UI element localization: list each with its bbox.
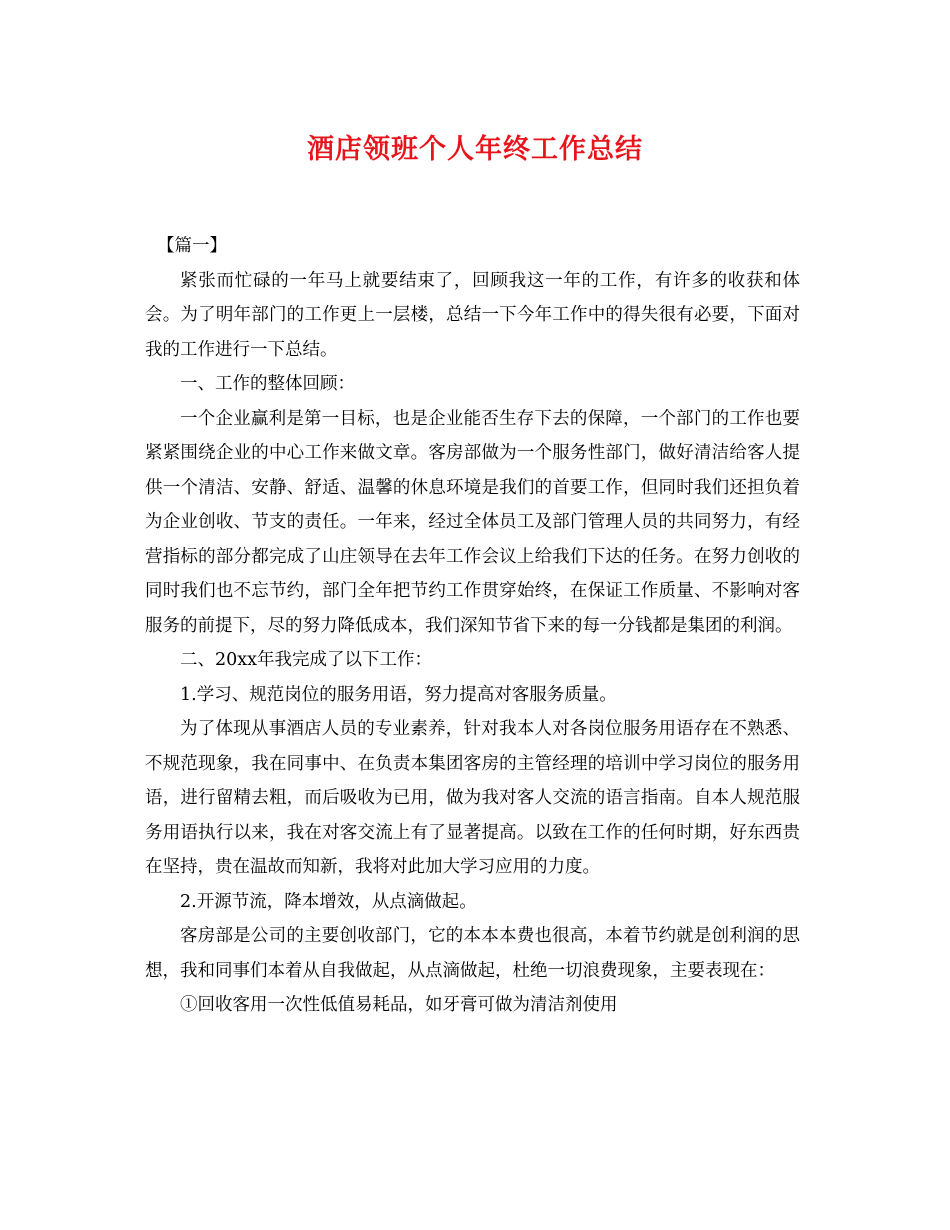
heading-completed-work: 二、20xx年我完成了以下工作： (180, 650, 433, 670)
item-1-heading: 1.学习、规范岗位的服务用语，努力提高对客服务质量。 (180, 684, 617, 705)
section-label: 【篇一】 (157, 236, 227, 256)
list-item-1: ①回收客用一次性低值易耗品，如牙膏可做为清洁剂使用 (180, 995, 618, 1015)
document-body (145, 229, 800, 1023)
item-2-heading: 2.开源节流，降本增效，从点滴做起。 (180, 891, 477, 912)
paragraph-item-1: 为了体现从事酒店人员的专业素养，针对我本人对各岗位服务用语存在不熟悉、不规范现象，我在同事中、在负责本集团客房的主管经理的培训中学习岗位的服务用语，进行留精去粗，而后吸收为已用，做为我对客人交流的语言指南。自本人规范服务用语执行以来，我在对客交流上有了显著提高。以致在工作的任何时期，好东西贵在坚持，贵在温故而知新，我将对此加大学习应用的力度。 (145, 719, 800, 877)
paragraph-item-2: 客房部是公司的主要创收部门，它的本本本费也很高，本着节约就是创利润的思想，我和同事们本着从自我做起，从点滴做起，杜绝一切浪费现象，主要表现在： (145, 926, 800, 981)
paragraph-review: 一个企业赢利是第一目标，也是企业能否生存下去的保障，一个部门的工作也要紧紧围绕企业的中心工作来做文章。客房部做为一个服务性部门，做好清洁给客人提供一个清洁、安静、舒适、温馨的休息环境是我们的首要工作，但同时我们还担负着为企业创收、节支的责任。一年来，经过全体员工及部门管理人员的共同努力，有经营指标的部分都完成了山庄领导在去年工作会议上给我们下达的任务。在努力创收的同时我们也不忘节约，部门全年把节约工作贯穿始终，在保证工作质量、不影响对客服务的前提下，尽的努力降低成本，我们深知节省下来的每一分钱都是集团的利润。 (145, 408, 800, 636)
paragraph-intro: 紧张而忙碌的一年马上就要结束了，回顾我这一年的工作，有许多的收获和体会。为了明年部门的工作更上一层楼，总结一下今年工作中的得失很有必要，下面对我的工作进行一下总结。 (145, 270, 800, 360)
document-title: 酒店领班个人年终工作总结 (307, 134, 643, 165)
heading-review: 一、工作的整体回顾： (180, 374, 355, 394)
